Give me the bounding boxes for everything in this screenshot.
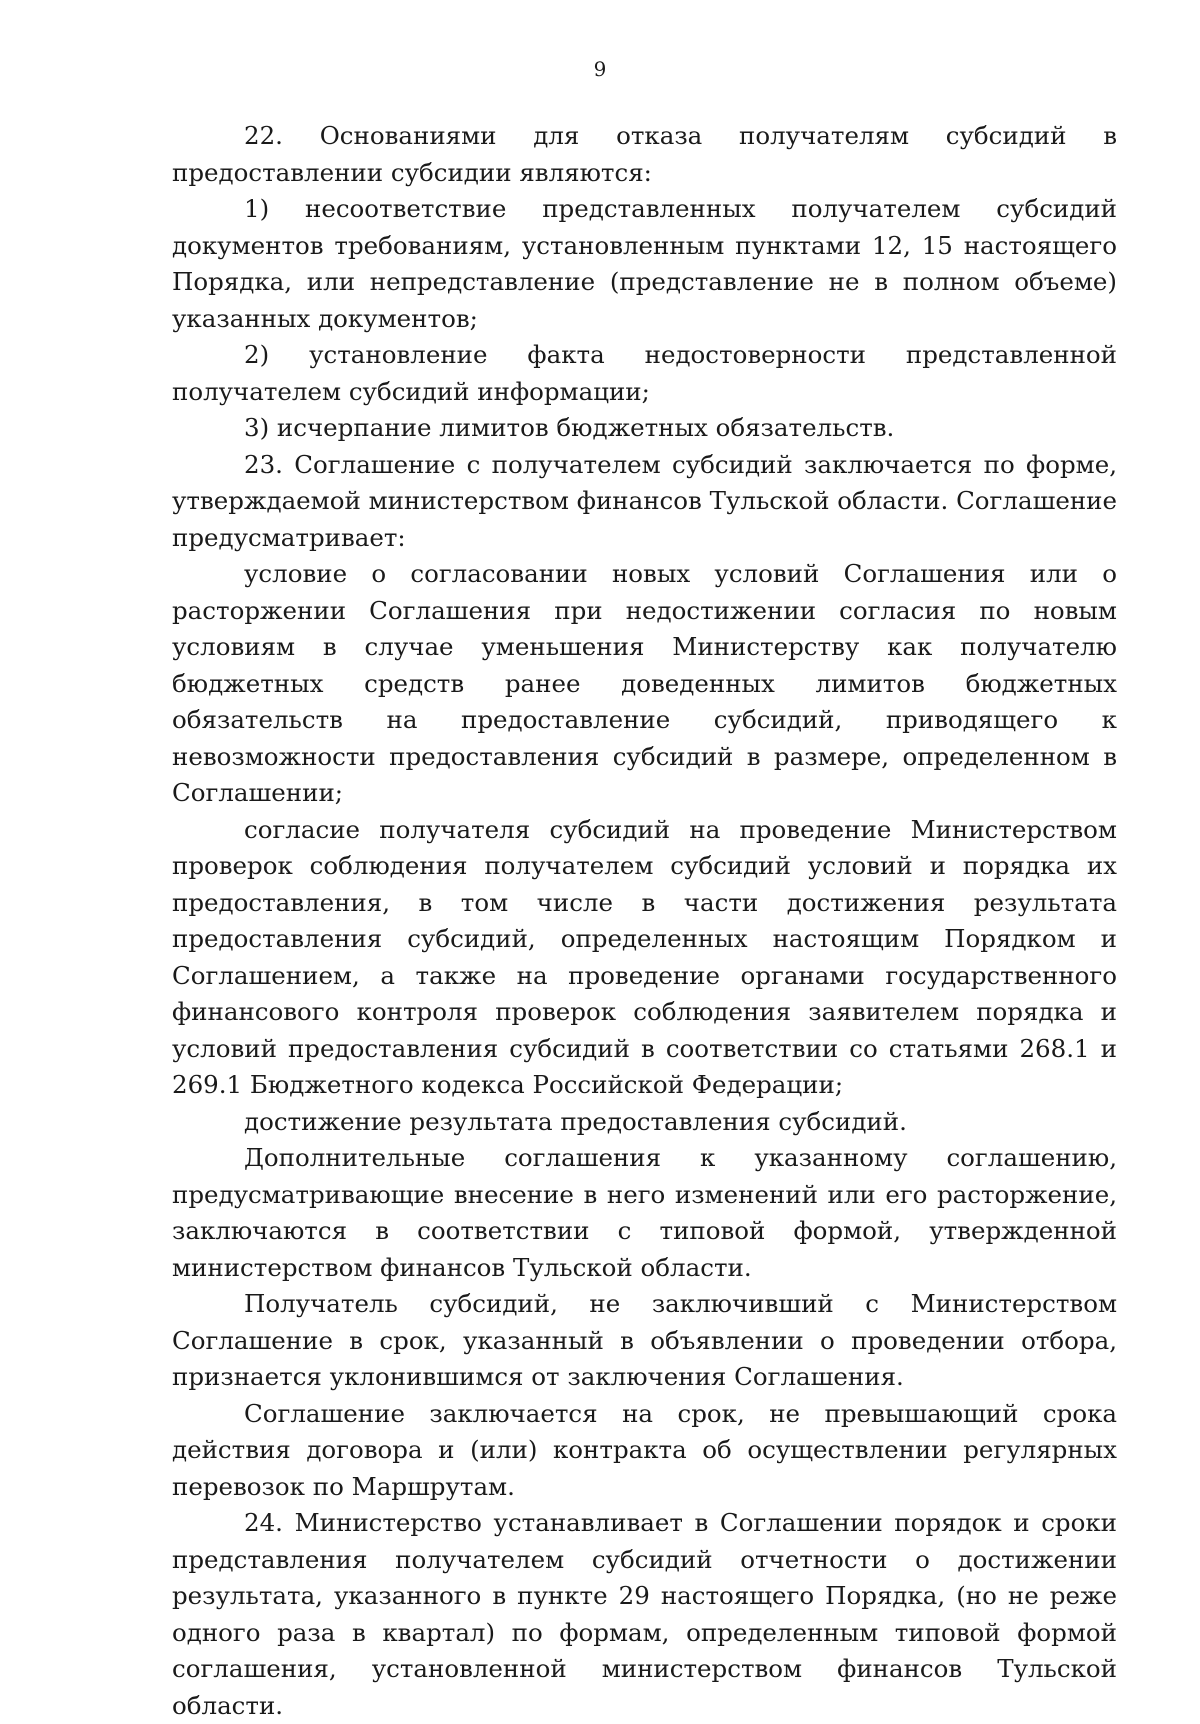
paragraph-agreement-condition-new-terms: условие о согласовании новых условий Соглашения или о расторжении Соглашения при недостижении согласия по новым условиям в случае уменьшения Министерству как получателю бюджетных средств ранее доведенных лимитов бюджетных обязательств на предоставление субсидий, приводящего к невозможности предоставления субсидий в размере, определенном в Соглашении;: [172, 559, 1117, 807]
paragraph-agreement-consent-inspections: согласие получателя субсидий на проведение Министерством проверок соблюдения получателем субсидий условий и порядка их предоставления, в том числе в части достижения результата предоставления субсидий, определенных настоящим Порядком и Соглашением, а также на проведение органами государственного финансового контроля проверок соблюдения заявителем порядка и условий предоставления субсидий в соответствии со статьями 268.1 и 269.1 Бюджетного кодекса Российской Федерации;: [172, 814, 1117, 1099]
paragraph-agreement-term: Соглашение заключается на срок, не превышающий срока действия договора и (или) контракта об осуществлении регулярных перевозок по Маршрутам.: [172, 1398, 1117, 1501]
paragraph-23-agreement: 23. Соглашение с получателем субсидий заключается по форме, утверждаемой министерством финансов Тульской области. Соглашение предусматривает:: [172, 449, 1117, 552]
document-body: [172, 118, 1117, 1724]
paragraph-agreement-result-achievement: достижение результата предоставления субсидий.: [244, 1106, 907, 1136]
page-number: 9: [593, 57, 607, 81]
paragraph-refusal-item-1: 1) несоответствие представленных получателем субсидий документов требованиям, установленным пунктами 12, 15 настоящего Порядка, или непредставление (представление не в полном объеме) указанных документов;: [172, 194, 1117, 333]
paragraph-24-reporting: 24. Министерство устанавливает в Соглашении порядок и сроки представления получателем субсидий отчетности о достижении результата, указанного в пункте 29 настоящего Порядка, (но не реже одного раза в квартал) по формам, определенным типовой формой соглашения, установленной министерством финансов Тульской области.: [172, 1508, 1117, 1720]
paragraph-22-grounds-for-refusal: 22. Основаниями для отказа получателям субсидий в предоставлении субсидии являются:: [172, 121, 1117, 187]
paragraph-recipient-evasion: Получатель субсидий, не заключивший с Министерством Соглашение в срок, указанный в объявлении о проведении отбора, признается уклонившимся от заключения Соглашения.: [172, 1289, 1117, 1391]
paragraph-refusal-item-2: 2) установление факта недостоверности представленной получателем субсидий информации;: [172, 340, 1117, 406]
paragraph-additional-agreements: Дополнительные соглашения к указанному соглашению, предусматривающие внесение в него изменений или его расторжение, заключаются в соответствии с типовой формой, утвержденной министерством финансов Тульской области.: [172, 1143, 1117, 1282]
paragraph-refusal-item-3: 3) исчерпание лимитов бюджетных обязательств.: [244, 413, 895, 442]
